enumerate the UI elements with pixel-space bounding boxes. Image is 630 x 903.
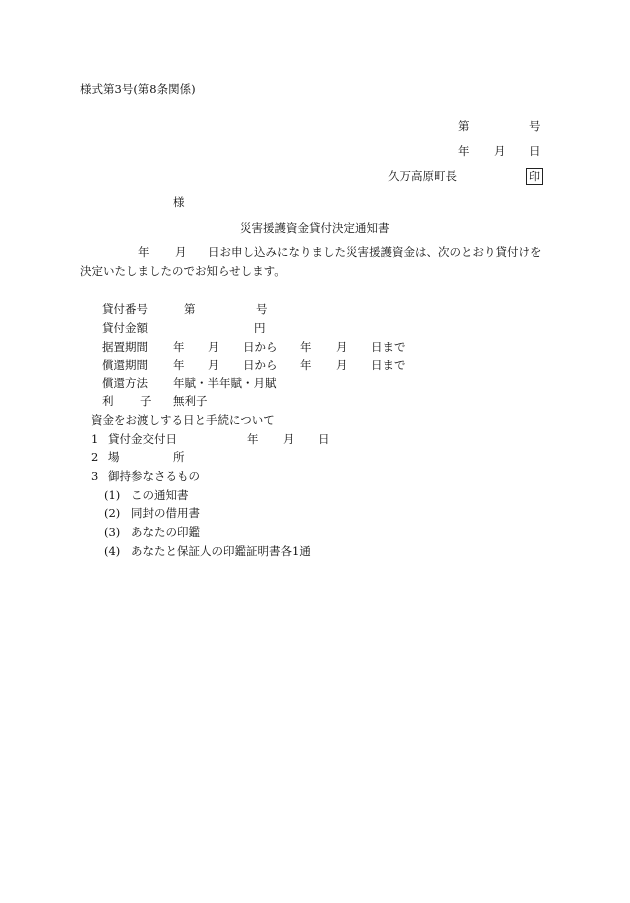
body-line2: 決定いたしましたのでお知らせします。: [80, 264, 286, 278]
issuer-name: 久万高原町長: [388, 169, 457, 183]
sub-item-number: (1): [104, 488, 121, 502]
item3-number: 3: [91, 469, 99, 483]
sub-item-number: (3): [104, 525, 121, 539]
sub-item-text: 同封の借用書: [131, 506, 200, 520]
deferment-from-month: 月: [208, 340, 220, 354]
repayment-method-label: 償還方法: [102, 376, 148, 390]
sub-item-number: (2): [104, 506, 121, 520]
loan-number-prefix: 第: [184, 302, 196, 316]
sub-item-text: あなたの印鑑: [131, 525, 200, 539]
repayment-to-year: 年: [300, 358, 312, 372]
seal-stamp: 印: [526, 168, 543, 185]
item2-number: 2: [91, 450, 99, 464]
deferment-from-day: 日から: [243, 340, 278, 354]
interest-label-2: 子: [140, 394, 152, 408]
repayment-from-year: 年: [173, 358, 185, 372]
date-month: 月: [494, 144, 506, 158]
doc-number-suffix: 号: [529, 119, 541, 133]
deferment-to-day: 日まで: [371, 340, 406, 354]
loan-amount-label: 貸付金額: [102, 321, 148, 335]
body-month: 月: [175, 245, 187, 259]
item3-label: 御持参なさるもの: [108, 469, 200, 483]
item1-label: 貸付金交付日: [108, 432, 177, 446]
deferment-to-month: 月: [336, 340, 348, 354]
loan-amount-unit: 円: [254, 321, 266, 335]
repayment-from-month: 月: [208, 358, 220, 372]
item1-year: 年: [247, 432, 259, 446]
document-title: 災害援護資金貸付決定通知書: [240, 221, 390, 235]
item1-month: 月: [283, 432, 295, 446]
form-number: 様式第3号(第8条関係): [80, 82, 196, 96]
sub-item-text: この通知書: [131, 488, 189, 502]
body-year: 年: [138, 245, 150, 259]
repayment-period-label: 償還期間: [102, 358, 148, 372]
sub-item-text: あなたと保証人の印鑑証明書各1通: [131, 544, 311, 558]
sub-item-number: (4): [104, 544, 121, 558]
repayment-to-month: 月: [336, 358, 348, 372]
repayment-method-value: 年賦・半年賦・月賦: [173, 376, 277, 390]
procedure-heading: 資金をお渡しする日と手続について: [91, 413, 275, 427]
deferment-from-year: 年: [173, 340, 185, 354]
deferment-label: 据置期間: [102, 340, 148, 354]
item1-day: 日: [318, 432, 330, 446]
repayment-from-day: 日から: [243, 358, 278, 372]
item1-number: 1: [91, 432, 99, 446]
date-day: 日: [529, 144, 541, 158]
item2-label-2: 所: [173, 450, 185, 464]
interest-label-1: 利: [102, 394, 114, 408]
loan-number-suffix: 号: [256, 302, 268, 316]
addressee-suffix: 様: [173, 195, 185, 209]
date-year: 年: [458, 144, 470, 158]
deferment-to-year: 年: [300, 340, 312, 354]
interest-value: 無利子: [173, 394, 208, 408]
loan-number-label: 貸付番号: [102, 302, 148, 316]
body-line1: 日お申し込みになりました災害援護資金は、次のとおり貸付けを: [208, 245, 542, 259]
repayment-to-day: 日まで: [371, 358, 406, 372]
item2-label-1: 場: [108, 450, 120, 464]
doc-number-prefix: 第: [458, 119, 470, 133]
